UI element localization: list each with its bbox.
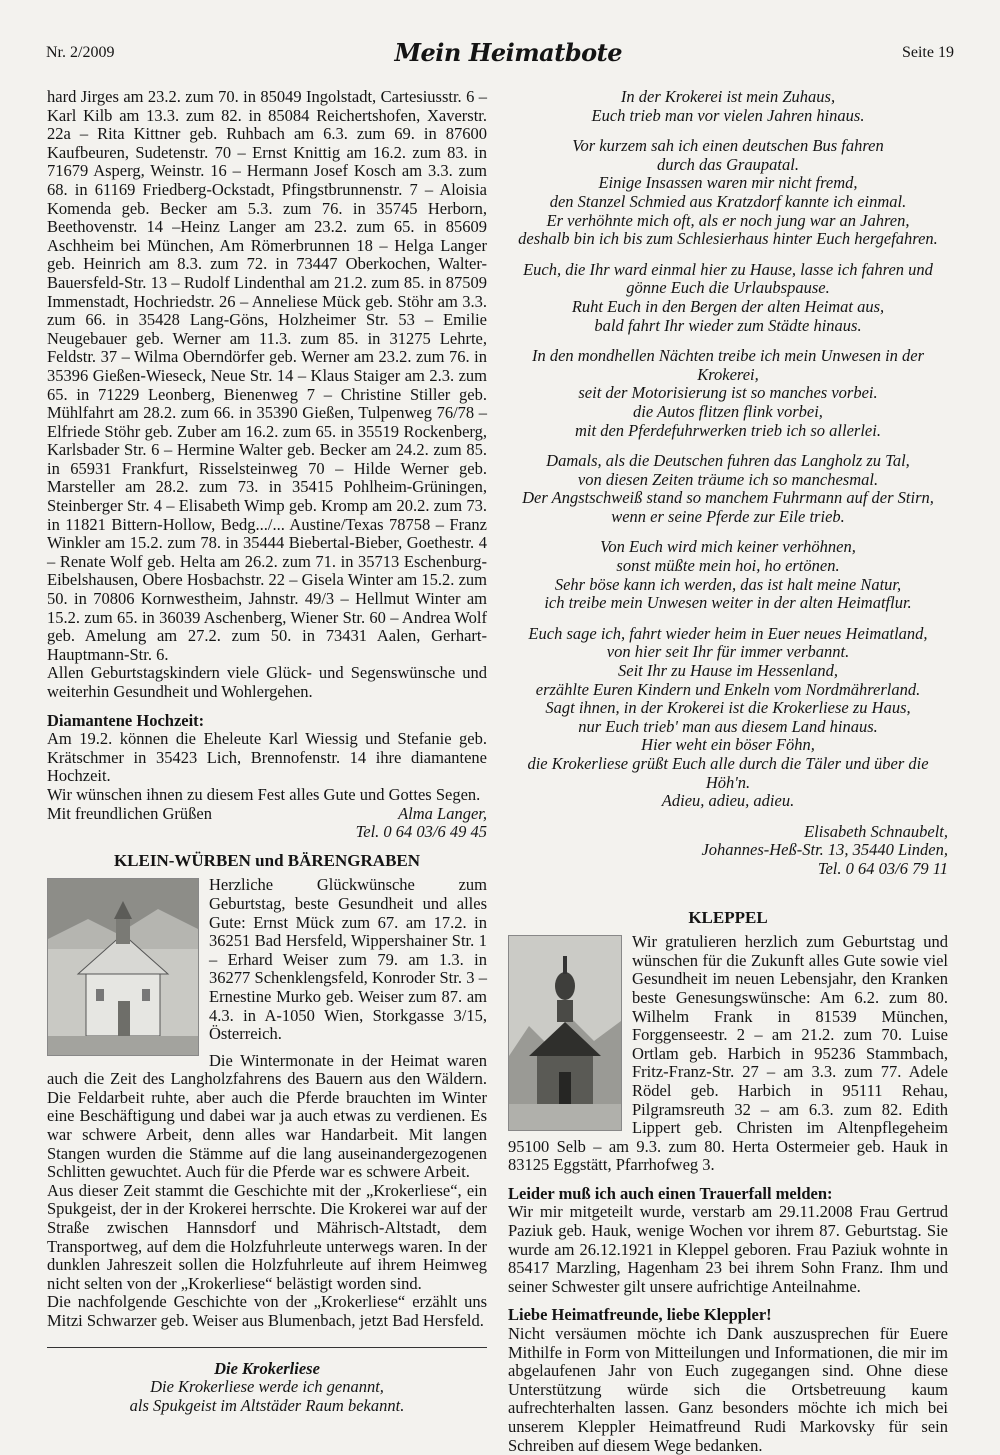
poem-line: durch das Graupatal. bbox=[657, 154, 799, 174]
poem-line: sonst müßte mein hoi, ho ertönen. bbox=[616, 556, 840, 576]
kleppel-congratulations: Wir gratulieren herzlich zum Geburtstag und wünschen für die Zukunft alles Gute sowie viel Gesundheit im neuen Lebensjahr, den Kranken beste Genesungswünsche: Am 6.2. zum 80. Wilhelm Frank in 81539 München, Forggenseestr. 2 – am 21.2. zum 70. Luise Ortlam geb. Harbich in 95236 Stammbach, Fritz-Franz-Str. 27 – am 3.3. zum 77. Adele Rödel geb. Harbich in 95111 Rehau, Pilgramsreuth 32 – am 6.3. zum 82. Edith Lippert geb. Christen im Altenpflegeheim 95100 Selb – am 9.3. zum 80. Herta Ostermeier geb. Hauk in 83125 Eggstätt, Pfarrhofweg 3. bbox=[508, 932, 948, 1175]
section-congratulations: Herzliche Glückwünsche zum Geburtstag, beste Gesundheit und alles Gute: Ernst Mück zum 67. am 17.2. in 36251 Bad Hersfeld, Wippershainer Str. 1 – Erhard Weiser zum 79. am 1.3. in 36277 Schenklengsfeld, Konroder Str. 3 – Ernestine Murko geb. Weiser zum 87. am 4.3. in A-1050 Wien, Storkgasse 3/15, Österreich. bbox=[209, 875, 487, 1044]
poem-line: die Autos flitzen flink vorbei, bbox=[633, 401, 823, 421]
diamond-wedding-heading: Diamantene Hochzeit: bbox=[47, 710, 205, 730]
poem-line: bald fahrt Ihr wieder zum Städte hinaus. bbox=[594, 315, 862, 335]
issue-number: Nr. 2/2009 bbox=[46, 44, 115, 61]
poem-line: erzählte Euren Kindern und Enkeln vom Nordmährerland. bbox=[535, 679, 921, 699]
diamond-wedding-text: Am 19.2. können die Eheleute Karl Wiessig und Stefanie geb. Krätschmer in 35423 Lich, Brennofenstr. 14 ihre diamantene Hochzeit. bbox=[47, 729, 487, 786]
poem-line: gönne Euch die Urlaubspause. bbox=[626, 278, 830, 298]
chapel-photo bbox=[47, 878, 199, 1056]
poem-line: Sagt ihnen, in der Krokerei ist die Krokerliese zu Haus, bbox=[545, 698, 911, 718]
divider bbox=[47, 1347, 487, 1348]
chapel-illustration bbox=[48, 879, 198, 1055]
poem-line: Euch sage ich, fahrt wieder heim in Euer neues Heimatland, bbox=[528, 623, 928, 643]
poem-line: Damals, als die Deutschen fuhren das Langholz zu Tal, bbox=[546, 451, 910, 471]
wooden-chapel-illustration bbox=[509, 936, 621, 1130]
page-number: Seite 19 bbox=[901, 44, 954, 61]
poem-line: Die Krokerliese werde ich genannt, bbox=[150, 1377, 384, 1397]
section-heading-klein-wuerben: KLEIN-WÜRBEN und BÄRENGRABEN bbox=[113, 850, 421, 870]
poem-line: als Spukgeist im Altstäder Raum bekannt. bbox=[129, 1395, 405, 1415]
poem-author: Elisabeth Schnaubelt, bbox=[804, 821, 948, 841]
poem-line: Sehr böse kann ich werden, das ist halt meine Natur, bbox=[554, 574, 902, 594]
poem-body bbox=[508, 88, 948, 811]
poem-stanza bbox=[508, 137, 948, 249]
mourning-text: Wir mir mitgeteilt wurde, verstarb am 29.11.2008 Frau Gertrud Paziuk geb. Hauk, wenige Wochen vor ihrem 87. Geburtstag. Sie wurde am 26.12.1921 in Kleppel geboren. Frau Paziuk wohnte in 85417 Marzling, Hagenham 23 bei ihrem Sohn Franz. Ihm und seiner Schwester gilt unsere aufrichtige Anteilnahme. bbox=[508, 1202, 948, 1296]
poem-line: Der Angstschweiß stand so manchem Fuhrmann auf der Stirn, bbox=[522, 488, 934, 508]
poem-line: von hier seit Ihr für immer verbannt. bbox=[606, 642, 850, 662]
story-paragraph-2: Aus dieser Zeit stammt die Geschichte mit der „Krokerliese“, ein Spukgeist, der in der Krokerei herrschte. Die Krokerei war auf der Straße zwischen Hannsdorf und Mährisch-Altstadt, dem Transportweg, auf dem die Holzfuhrleute unterwegs waren. In der dunklen Jahreszeit sollen die Holzfuhrleute auf ihrem Heimweg nicht selten von der „Krokerliese“ belästigt worden sind. bbox=[47, 1180, 487, 1293]
poem-line: Seit Ihr zu Hause im Hessenland, bbox=[618, 661, 838, 681]
story-paragraph-3: Die nachfolgende Geschichte von der „Krokerliese“ erzählt uns Mitzi Schwarzer geb. Weiser aus Blumenbach, jetzt Bad Hersfeld. bbox=[47, 1292, 487, 1330]
poem-title: Die Krokerliese bbox=[214, 1358, 320, 1378]
poem-stanza bbox=[508, 625, 948, 811]
poem-stanza bbox=[508, 452, 948, 526]
section-heading-kleppel: KLEPPEL bbox=[688, 907, 768, 927]
poem-line: den Stanzel Schmied aus Kratzdorf kannte ich einmal. bbox=[549, 191, 907, 211]
poem-line: deshalb bin ich bis zum Schlesierhaus hinter Euch hergefahren. bbox=[518, 229, 938, 249]
poem-line: wenn er seine Pferde zur Eile trieb. bbox=[611, 506, 845, 526]
poem-stanza bbox=[508, 347, 948, 440]
poem-line: Vor kurzem sah ich einen deutschen Bus fahren bbox=[572, 136, 884, 156]
diamond-wedding-wish: Wir wünschen ihnen zu diesem Fest alles Gute und Gottes Segen. bbox=[47, 784, 481, 804]
poem-author-address: Johannes-Heß-Str. 13, 35440 Linden, bbox=[701, 840, 948, 860]
signer-name: Alma Langer, bbox=[398, 803, 487, 823]
poem-stanza bbox=[508, 261, 948, 335]
greeting: Mit freundlichen Grüßen bbox=[47, 803, 212, 823]
poem-line: Ruht Euch in den Bergen der alten Heimat aus, bbox=[571, 296, 885, 316]
poem-line: Einige Insassen waren mir nicht fremd, bbox=[598, 173, 858, 193]
poem-line: Von Euch wird mich keiner verhöhnen, bbox=[600, 537, 856, 557]
page-header bbox=[46, 38, 954, 78]
friends-text: Nicht versäumen möchte ich Dank auszusprechen für Euere Mithilfe in Form von Mitteilungen und Informationen, die mir im abgelaufenen Jahr von Euch zugegangen sind. Ohne diese Unterstützung würde sich die Ortsbetreuung kaum aufrechterhalten lassen. Ganz besonders möchte ich mich bei unserem Kleppler Heimatfreund Rudi Markovsky für sein Schreiben auf diesem Wege bedanken. bbox=[508, 1324, 948, 1455]
birthday-wishes: Allen Geburtstagskindern viele Glück- und Segenswünsche und weiterhin Gesundheit und Wohlergehen. bbox=[47, 663, 487, 701]
poem-line: Euch, die Ihr ward einmal hier zu Hause, lasse ich fahren und bbox=[523, 259, 933, 279]
poem-line: seit der Motorisierung ist so manches vorbei. bbox=[578, 383, 878, 403]
signature-line bbox=[47, 805, 487, 824]
poem-line: ich treibe mein Unwesen weiter in der alten Heimatflur. bbox=[544, 593, 912, 613]
poem-line: Hier weht ein böser Föhn, bbox=[641, 735, 815, 755]
poem-author-phone: Tel. 0 64 03/6 79 11 bbox=[817, 858, 948, 878]
birthday-list: hard Jirges am 23.2. zum 70. in 85049 Ingolstadt, Cartesiusstr. 6 – Karl Kilb am 13.3. zum 82. in 85084 Reichertshofen, Xaverstr. 22a – Rita Kittner geb. Ruhbach am 6.3. zum 69. in 87600 Kaufbeuren, Sudetenstr. 70 – Ernst Knittig am 16.2. zum 83. in 71679 Asperg, Weinstr. 16 – Hermann Josef Kosch am 3.3. zum 68. in 61169 Friedberg-Ockstadt, Pfingstbrunnenstr. 7 – Aloisia Komenda geb. Becker am 5.3. zum 76. in 35745 Herborn, Beethovenstr. 14 –Heinz Langer am 23.2. zum 65. in 85609 Aschheim bei München, Am Römerbrunnen 18 – Helga Langer geb. Heinrich am 8.3. zum 72. in 73447 Oberkochen, Walter-Bauersfeld-Str. 13 – Rudolf Lindenthal am 21.2. zum 85. in 87509 Immenstadt, Hochriedstr. 26 – Anneliese Mück geb. Stöhr am 3.3. zum 66. in 35428 Lang-Göns, Holzheimer Str. 53 – Emilie Neugebauer geb. Werner am 11.3. zum 85. in 31275 Lehrte, Feldstr. 37 – Wilma Oberndörfer geb. Werner am 23.2. zum 76. in 35396 Gießen-Wieseck, Neue Str. 14 – Klaus Staiger am 2.3. zum 65. in 71229 Leonberg, Bienenweg 7 – Christine Stiller geb. Mühlfahrt am 28.2. zum 66. in 35390 Gießen, Tulpenweg 76/78 – Elfriede Stöhr geb. Zuber am 16.2. zum 65. in 35519 Rockenberg, Karlsbader Str. 6 – Hermine Walter geb. Becker am 24.2. zum 85. in 65931 Frankfurt, Risselsteinweg 70 – Hilde Werner geb. Marsteller am 28.2. zum 73. in 35415 Pohlheim-Grüningen, Steinberger Str. 4 – Elisabeth Wimp geb. Kromp am 20.2. zum 73. in 11821 Bittern-Hollow, Bedg.../... Austine/Texas 78758 – Franz Winkler am 15.2. zum 78. in 35444 Biebertal-Bieber, Goethestr. 4 – Renate Wolf geb. Helta am 26.2. zum 71. in 35713 Eschenburg-Eibelshausen, Obere Hosbachstr. 22 – Gisela Winter am 15.2. zum 50. in 70806 Kornwestheim, Jahnstr. 49/3 – Hellmut Winter am 15.2. zum 65. in 36039 Aschenberg, Wiener Str. 60 – Andrea Wolf geb. Amelung am 27.2. zum 50. in 73431 Aalen, Gerhart-Hauptmann-Str. 6. bbox=[47, 87, 487, 664]
poem-line: die Krokerliese grüßt Euch alle durch die Täler und über die Höh'n. bbox=[527, 754, 929, 792]
mourning-heading: Leider muß ich auch einen Trauerfall melden: bbox=[508, 1183, 833, 1203]
poem-line: In der Krokerei ist mein Zuhaus, bbox=[620, 87, 836, 106]
masthead-logo: Mein Heimatbote bbox=[394, 38, 622, 67]
poem-line: Er verhöhnte mich oft, als er noch jung war an Jahren, bbox=[546, 210, 910, 230]
friends-heading: Liebe Heimatfreunde, liebe Kleppler! bbox=[508, 1305, 772, 1325]
poem-stanza bbox=[508, 88, 948, 125]
poem-line: nur Euch trieb' man aus diesem Land hinaus. bbox=[578, 716, 878, 736]
poem-line: Adieu, adieu, adieu. bbox=[661, 791, 795, 811]
poem-line: Euch trieb man vor vielen Jahren hinaus. bbox=[591, 105, 865, 125]
poem-line: mit den Pferdefuhrwerken trieb ich so allerlei. bbox=[575, 420, 881, 440]
left-column bbox=[47, 88, 487, 1415]
wooden-chapel-photo bbox=[508, 935, 622, 1131]
story-paragraph-1: Die Wintermonate in der Heimat waren auch die Zeit des Langholzfahrens des Bauern aus den Wäldern. Die Feldarbeit ruhte, aber auch die Pferde brauchten im Winter eine Beschäftigung und dabei war ja auch etwas zu verdienen. Es war schwere Arbeit, denn alles war Handarbeit. Mit langen Stangen wurden die Stämme auf die lang auseinandergezogenen Schlitten gewuchtet. Auch für die Pferde war es schwere Arbeit. bbox=[47, 1050, 487, 1182]
right-column bbox=[508, 88, 948, 1455]
poem-stanza bbox=[508, 538, 948, 612]
poem-line: von diesen Zeiten träume ich so manchesmal. bbox=[577, 469, 879, 489]
poem-line: In den mondhellen Nächten treibe ich mein Unwesen in der Krokerei, bbox=[531, 346, 925, 384]
signer-phone: Tel. 0 64 03/6 49 45 bbox=[355, 822, 487, 842]
